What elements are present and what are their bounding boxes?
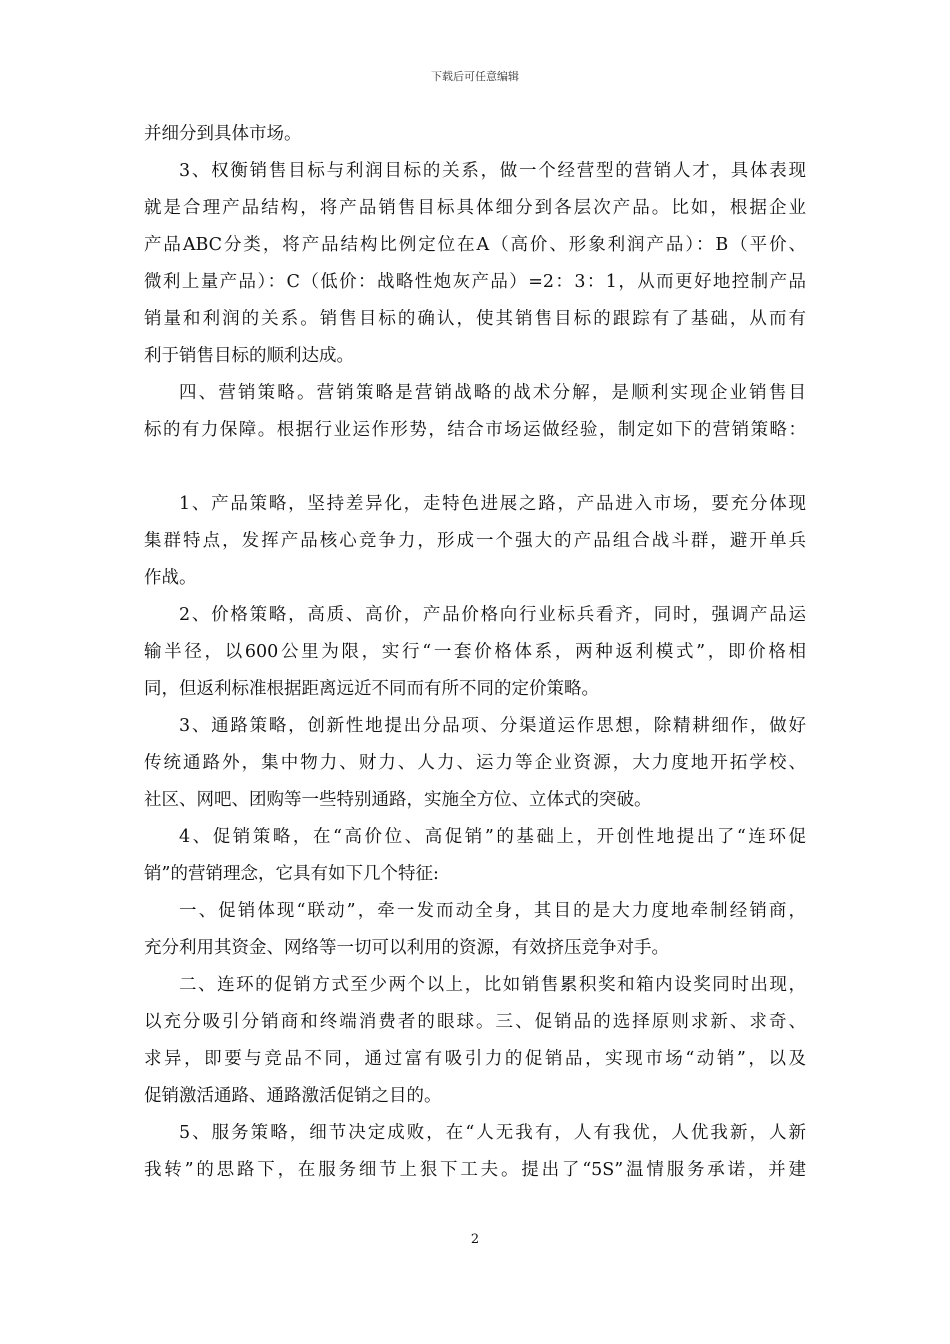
paragraph-line: 标的有力保障。根据行业运作形势，结合市场运做经验，制定如下的营销策略： (144, 420, 806, 440)
paragraph-line: 3、权衡销售目标与利润目标的关系，做一个经营型的营销人才，具体表现 (179, 161, 806, 181)
paragraph-line: 输半径，以600公里为限，实行“一套价格体系，两种返利模式”，即价格相 (144, 642, 806, 662)
paragraph-line: 二、连环的促销方式至少两个以上，比如销售累积奖和箱内设奖同时出现， (179, 975, 806, 995)
paragraph-line: 充分利用其资金、网络等一切可以利用的资源，有效挤压竞争对手。 (144, 938, 669, 958)
paragraph-line: 利于销售目标的顺利达成。 (144, 346, 354, 366)
paragraph-line: 4、促销策略，在“高价位、高促销”的基础上，开创性地提出了“连环促 (179, 827, 806, 847)
page-header: 下载后可任意编辑 (431, 70, 519, 83)
paragraph-line: 1、产品策略，坚持差异化，走特色进展之路，产品进入市场，要充分体现 (179, 494, 806, 514)
paragraph-line: 销”的营销理念，它具有如下几个特征: (144, 864, 439, 884)
paragraph-line: 一、促销体现“联动”，牵一发而动全身，其目的是大力度地牵制经销商， (179, 901, 806, 921)
paragraph-line: 社区、网吧、团购等一些特别通路，实施全方位、立体式的突破。 (144, 790, 652, 810)
paragraph-line: 同，但返利标准根据距离远近不同而有所不同的定价策略。 (144, 679, 599, 699)
paragraph-line: 求异，即要与竞品不同，通过富有吸引力的促销品，实现市场“动销”，以及 (144, 1049, 806, 1069)
paragraph-line: 微利上量产品）：C（低价：战略性炮灰产品）=2：3：1，从而更好地控制产品 (144, 272, 806, 292)
paragraph-line: 传统通路外，集中物力、财力、人力、运力等企业资源，大力度地开拓学校、 (144, 753, 806, 773)
paragraph-line: 5、服务策略，细节决定成败，在“人无我有，人有我优，人优我新，人新 (179, 1123, 806, 1143)
paragraph-line: 并细分到具体市场。 (144, 124, 302, 144)
paragraph-line: 销量和利润的关系。销售目标的确认，使其销售目标的跟踪有了基础，从而有 (144, 309, 806, 329)
paragraph-line: 我转”的思路下，在服务细节上狠下工夫。提出了“5S”温情服务承诺，并建 (144, 1160, 806, 1180)
page-number: 2 (470, 1232, 480, 1247)
paragraph-line: 3、通路策略，创新性地提出分品项、分渠道运作思想，除精耕细作，做好 (179, 716, 806, 736)
paragraph-line: 就是合理产品结构，将产品销售目标具体细分到各层次产品。比如，根据企业 (144, 198, 806, 218)
document-body (144, 116, 806, 1189)
paragraph-line: 作战。 (144, 568, 197, 588)
paragraph-line: 产品ABC分类，将产品结构比例定位在A（高价、形象利润产品）：B（平价、 (144, 235, 806, 255)
paragraph-line: 2、价格策略，高质、高价，产品价格向行业标兵看齐，同时，强调产品运 (179, 605, 806, 625)
paragraph-line: 促销激活通路、通路激活促销之目的。 (144, 1086, 442, 1106)
paragraph-line: 四、营销策略。营销策略是营销战略的战术分解，是顺利实现企业销售目 (179, 383, 806, 403)
paragraph-line: 集群特点，发挥产品核心竞争力，形成一个强大的产品组合战斗群，避开单兵 (144, 531, 806, 551)
paragraph-line: 以充分吸引分销商和终端消费者的眼球。三、促销品的选择原则求新、求奇、 (144, 1012, 806, 1032)
